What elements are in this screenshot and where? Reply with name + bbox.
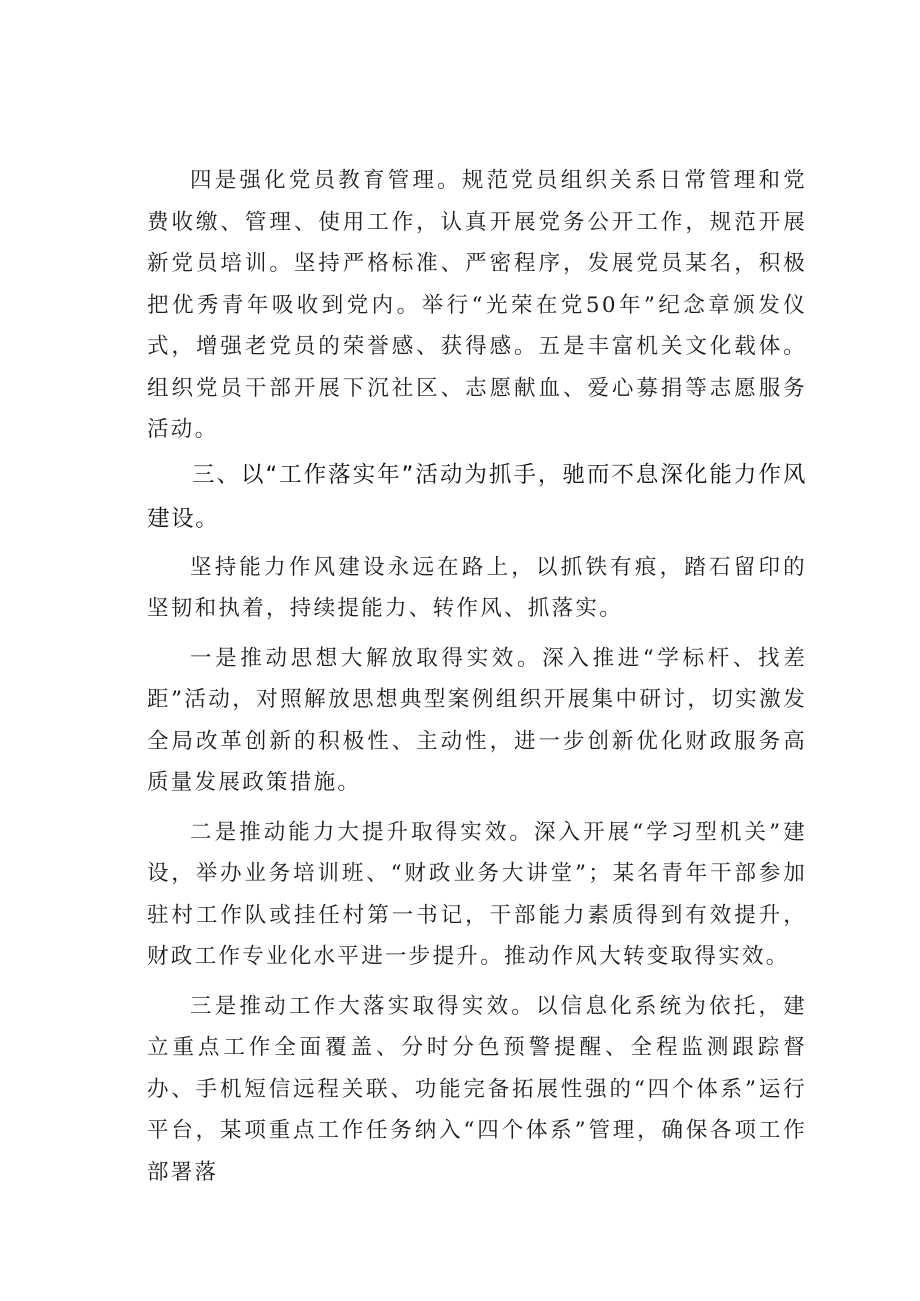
paragraph-capability-improvement: 二是推动能力大提升取得实效。深入开展“学习型机关”建设，举办业务培训班、“财政业务大讲堂”；某名青年干部参加驻村工作队或挂任村第一书记，干部能力素质得到有效提升，财政工作专业化水平进一步提升。推动作风大转变取得实效。 [147,819,807,969]
document-body [147,160,807,1193]
paragraph-party-member-education: 四是强化党员教育管理。规范党员组织关系日常管理和党费收缴、管理、使用工作，认真开展党务公开工作，规范开展新党员培训。坚持严格标准、严密程序，发展党员某名，积极把优秀青年吸收到党内。举行“光荣在党50年”纪念章颁发仪式，增强老党员的荣誉感、获得感。五是丰富机关文化载体。组织党员干部开展下沉社区、志愿献血、爱心募捐等志愿服务活动。 [147,168,807,442]
paragraph-mindset-liberation: 一是推动思想大解放取得实效。深入推进“学标杆、找差距”活动，对照解放思想典型案例组织开展集中研讨，切实激发全局改革创新的积极性、主动性，进一步创新优化财政服务高质量发展政策措施。 [147,645,807,795]
section-heading-3: 三、以“工作落实年”活动为抓手，驰而不息深化能力作风建设。 [147,461,807,532]
paragraph-intro-style-building: 坚持能力作风建设永远在路上，以抓铁有痕，踏石留印的坚韧和执着，持续提能力、转作风、抓落实。 [147,554,807,621]
paragraph-work-implementation: 三是推动工作大落实取得实效。以信息化系统为依托，建立重点工作全面覆盖、分时分色预警提醒、全程监测跟踪督办、手机短信远程关联、功能完备拓展性强的“四个体系”运行平台，某项重点工作任务纳入“四个体系”管理，确保各项工作部署落 [147,993,807,1185]
